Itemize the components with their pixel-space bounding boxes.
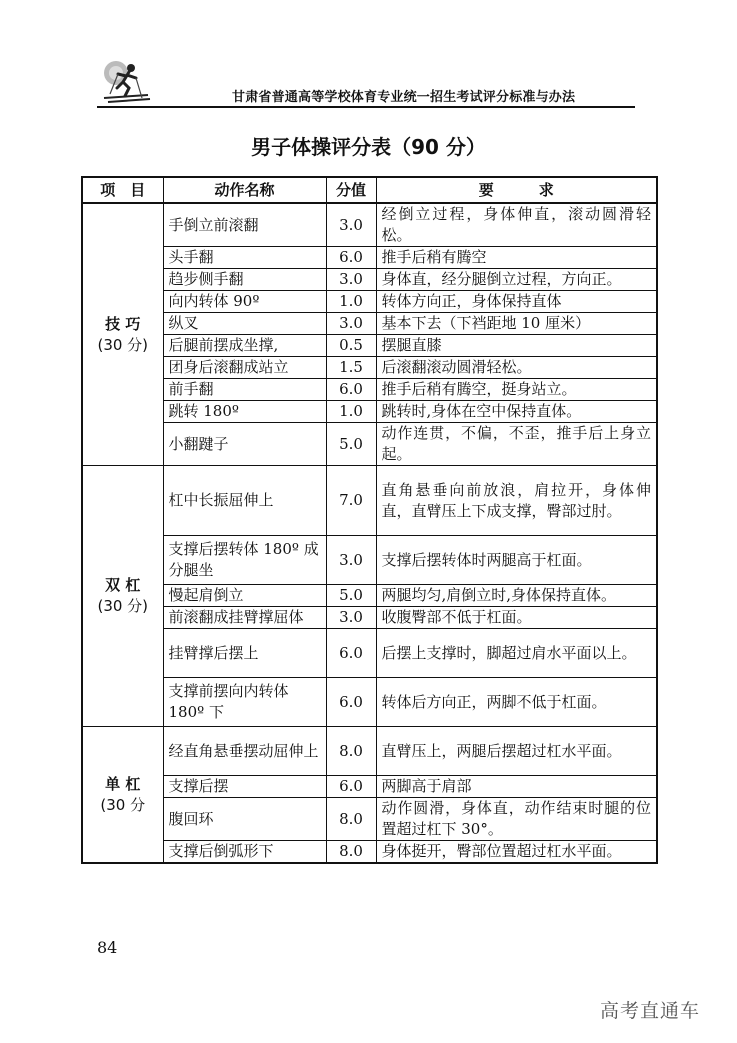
table-row (82, 678, 657, 727)
table-row (82, 776, 657, 798)
header-divider (97, 106, 635, 108)
score-cell: 5.0 (326, 585, 376, 607)
score-cell: 1.0 (326, 401, 376, 423)
requirement-cell: 收腹臀部不低于杠面。 (376, 607, 657, 629)
score-cell: 3.0 (326, 607, 376, 629)
table-row (82, 841, 657, 864)
table-row (82, 798, 657, 841)
requirement-cell: 两腿均匀,肩倒立时,身体保持直体。 (376, 585, 657, 607)
requirement-cell: 经倒立过程，身体伸直，滚动圆滑轻松。 (376, 203, 657, 247)
table-row (82, 313, 657, 335)
score-cell: 6.0 (326, 776, 376, 798)
requirement-cell: 动作连贯，不偏，不歪，推手后上身立起。 (376, 423, 657, 466)
requirement-cell: 两脚高于肩部 (376, 776, 657, 798)
column-header-action: 动作名称 (163, 177, 326, 203)
table-row (82, 466, 657, 536)
score-cell: 6.0 (326, 379, 376, 401)
action-cell: 经直角悬垂摆动屈伸上 (163, 727, 326, 776)
requirement-cell: 动作圆滑，身体直，动作结束时腿的位置超过杠下 30°。 (376, 798, 657, 841)
column-header-requirement: 要 求 (376, 177, 657, 203)
score-cell: 7.0 (326, 466, 376, 536)
score-cell: 6.0 (326, 678, 376, 727)
requirement-cell: 直角悬垂向前放浪，肩拉开，身体伸直，直臂压上下成支撑，臀部过肘。 (376, 466, 657, 536)
table-row (82, 203, 657, 247)
score-cell: 3.0 (326, 536, 376, 585)
action-cell: 前手翻 (163, 379, 326, 401)
column-header-category: 项 目 (82, 177, 163, 203)
watermark: 高考直通车 (600, 1000, 701, 1022)
table-row (82, 727, 657, 776)
category-name: 单 杠 (105, 774, 141, 793)
table-body (82, 203, 657, 863)
score-cell: 3.0 (326, 203, 376, 247)
category-points: (30 分) (97, 335, 149, 354)
action-cell: 向内转体 90º (163, 291, 326, 313)
table-row (82, 379, 657, 401)
score-cell: 1.0 (326, 291, 376, 313)
score-cell: 8.0 (326, 841, 376, 864)
action-cell: 前滚翻成挂臂撑屈体 (163, 607, 326, 629)
requirement-cell: 后摆上支撑时，脚超过肩水平面以上。 (376, 629, 657, 678)
table-row (82, 536, 657, 585)
table-row (82, 357, 657, 379)
score-cell: 8.0 (326, 727, 376, 776)
score-cell: 8.0 (326, 798, 376, 841)
column-header-score: 分值 (326, 177, 376, 203)
category-name: 技 巧 (105, 314, 141, 333)
table-row (82, 607, 657, 629)
table-row (82, 629, 657, 678)
requirement-cell: 后滚翻滚动圆滑轻松。 (376, 357, 657, 379)
category-cell (82, 727, 163, 864)
requirement-cell: 基本下去（下裆距地 10 厘米） (376, 313, 657, 335)
score-cell: 0.5 (326, 335, 376, 357)
action-cell: 后腿前摆成坐撑, (163, 335, 326, 357)
requirement-cell: 转体方向正，身体保持直体 (376, 291, 657, 313)
table-row (82, 401, 657, 423)
requirement-cell: 身体直，经分腿倒立过程，方向正。 (376, 269, 657, 291)
action-cell: 支撑前摆向内转体 180º 下 (163, 678, 326, 727)
action-cell: 跳转 180º (163, 401, 326, 423)
action-cell: 挂臂撑后摆上 (163, 629, 326, 678)
table-header-row (82, 177, 657, 203)
requirement-cell: 推手后稍有腾空，挺身站立。 (376, 379, 657, 401)
score-cell: 3.0 (326, 313, 376, 335)
category-points: (30 分 (100, 795, 146, 814)
action-cell: 支撑后摆 (163, 776, 326, 798)
table-row (82, 423, 657, 466)
action-cell: 小翻踺子 (163, 423, 326, 466)
action-cell: 慢起肩倒立 (163, 585, 326, 607)
category-cell (82, 466, 163, 727)
page-number: 84 (97, 938, 118, 957)
requirement-cell: 跳转时,身体在空中保持直体。 (376, 401, 657, 423)
action-cell: 杠中长振屈伸上 (163, 466, 326, 536)
category-name: 双 杠 (105, 576, 141, 594)
requirement-cell: 摆腿直膝 (376, 335, 657, 357)
table-row (82, 585, 657, 607)
table-row (82, 291, 657, 313)
score-cell: 3.0 (326, 269, 376, 291)
table-row (82, 335, 657, 357)
score-cell: 5.0 (326, 423, 376, 466)
skier-logo (98, 58, 154, 104)
action-cell: 支撑后倒弧形下 (163, 841, 326, 864)
score-cell: 6.0 (326, 629, 376, 678)
action-cell: 支撑后摆转体 180º 成分腿坐 (163, 536, 326, 585)
action-cell: 手倒立前滚翻 (163, 203, 326, 247)
action-cell: 腹回环 (163, 798, 326, 841)
action-cell: 趋步侧手翻 (163, 269, 326, 291)
category-points: (30 分) (97, 597, 149, 615)
score-cell: 6.0 (326, 247, 376, 269)
requirement-cell: 推手后稍有腾空 (376, 247, 657, 269)
table-row (82, 247, 657, 269)
category-cell (82, 203, 163, 466)
scoring-table (81, 176, 658, 864)
requirement-cell: 身体挺开，臀部位置超过杠水平面。 (376, 841, 657, 864)
page-title: 男子体操评分表（90 分） (251, 135, 486, 159)
action-cell: 团身后滚翻成站立 (163, 357, 326, 379)
action-cell: 纵叉 (163, 313, 326, 335)
action-cell: 头手翻 (163, 247, 326, 269)
requirement-cell: 转体后方向正，两脚不低于杠面。 (376, 678, 657, 727)
score-cell: 1.5 (326, 357, 376, 379)
table-row (82, 269, 657, 291)
header-title: 甘肃省普通高等学校体育专业统一招生考试评分标准与办法 (232, 90, 576, 105)
requirement-cell: 支撑后摆转体时两腿高于杠面。 (376, 536, 657, 585)
requirement-cell: 直臂压上，两腿后摆超过杠水平面。 (376, 727, 657, 776)
